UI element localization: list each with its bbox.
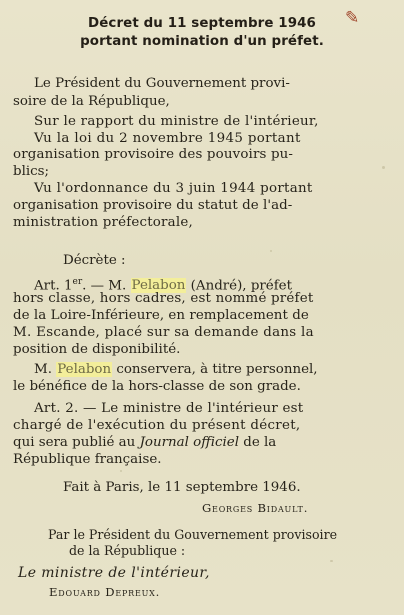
text-line: M. Escande, placé sur sa demande dans la (13, 325, 314, 340)
paper-speck (330, 560, 333, 562)
text-line: organisation provisoire des pouvoirs pu- (13, 147, 294, 162)
decree-subtitle: portant nomination d'un préfet. (80, 34, 324, 49)
journal-officiel-italic: Journal officiel (139, 435, 239, 450)
text-line: Le Président du Gouvernement provi- (34, 76, 290, 91)
highlighted-name: Pelabon (57, 362, 112, 377)
decree-title: Décret du 11 septembre 1946 (88, 16, 316, 31)
article-2-line: Art. 2. — Le ministre de l'intérieur est (34, 401, 304, 416)
decrete-heading: Décrète : (63, 253, 126, 268)
article-1-line: Art. 1er. — M. Pelabon (André), préfet (34, 277, 292, 294)
text-line: République française. (13, 452, 162, 467)
paper-speck (382, 166, 385, 169)
text-line: Sur le rapport du ministre de l'intérieur, (34, 114, 319, 129)
paper-speck (120, 470, 122, 472)
pencil-mark-icon: ✎ (345, 8, 360, 28)
text-line: le bénéfice de la hors-classe de son grade. (13, 379, 301, 394)
minister-title: Le ministre de l'intérieur, (18, 565, 210, 581)
text-line: organisation provisoire du statut de l'ad- (13, 198, 293, 213)
highlighted-name: Pelabon (131, 278, 186, 294)
text-line: position de disponibilité. (13, 342, 181, 357)
text-line: de la République : (69, 543, 186, 558)
text-line: hors classe, hors cadres, est nommé préfet (13, 291, 314, 306)
paper-speck (270, 250, 272, 252)
text-line: qui sera publié au Journal officiel de la (13, 435, 277, 450)
signature-depreux: Edouard Depreux. (49, 585, 161, 599)
text-line: Vu l'ordonnance du 3 juin 1944 portant (34, 181, 313, 196)
text-line: soire de la République, (13, 94, 170, 109)
text-line: de la Loire-Inférieure, en remplacement de (13, 308, 309, 323)
text-line: chargé de l'exécution du présent décret, (13, 418, 301, 433)
signature-bidault: Georges Bidault. (202, 501, 309, 515)
text-line: blics; (13, 164, 50, 179)
text-line: ministration préfectorale, (13, 215, 193, 230)
text-line: Vu la loi du 2 novembre 1945 portant (34, 131, 301, 146)
article-1b-line: M. Pelabon conservera, à titre personnel, (34, 362, 318, 377)
date-line: Fait à Paris, le 11 septembre 1946. (63, 480, 301, 495)
text-line: Par le Président du Gouvernement provisoire (48, 527, 338, 542)
